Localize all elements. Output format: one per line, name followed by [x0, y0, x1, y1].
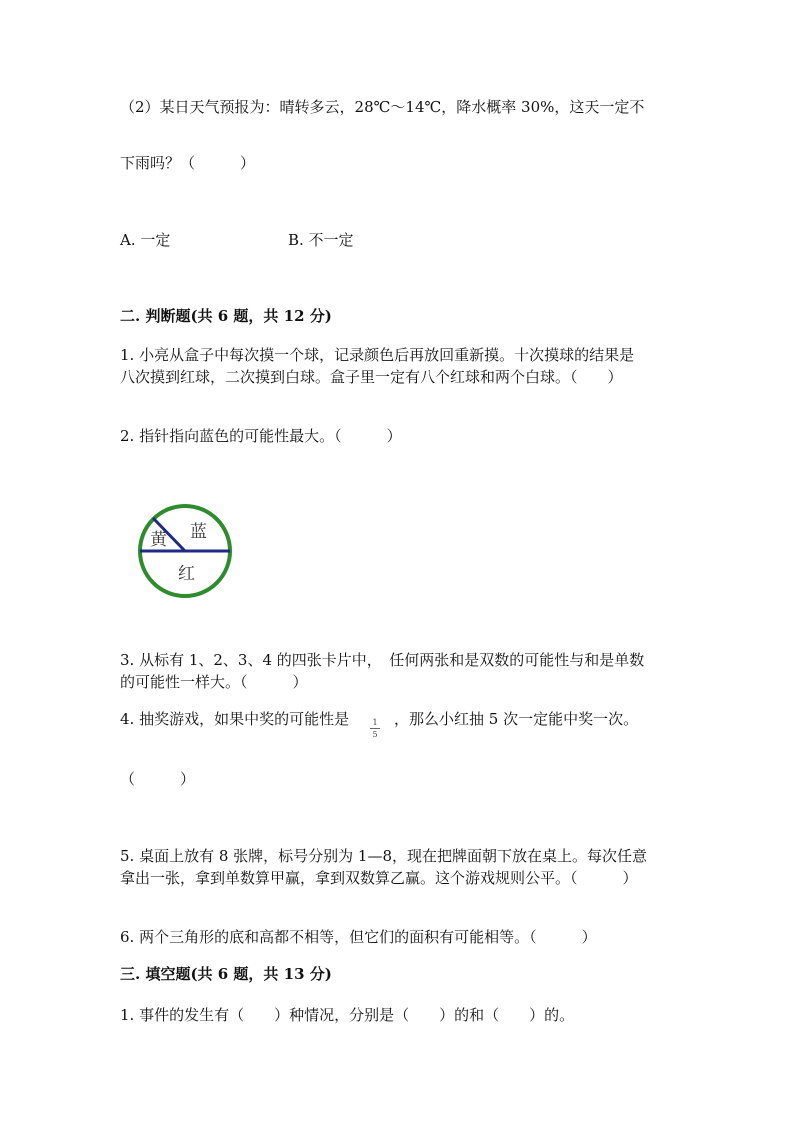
tf-question-1-line-1: 1. 小亮从盒子中每次摸一个球，记录颜色后再放回重新摸。十次摸球的结果是 — [120, 346, 635, 364]
tf-question-3-line-2: 的可能性一样大。（ ） — [120, 673, 308, 691]
tf-question-3-line-1: 3. 从标有 1、2、3、4 的四张卡片中， 任何两张和是双数的可能性与和是单数 — [120, 651, 645, 669]
tf-question-1-line-2: 八次摸到红球，二次摸到白球。盒子里一定有八个红球和两个白球。（ ） — [120, 368, 623, 386]
label-yellow: 黄 — [150, 530, 167, 550]
spinner-diagram — [130, 495, 240, 607]
fill-question-1: 1. 事件的发生有（ ）种情况，分别是（ ）的和（ ）的。 — [120, 1006, 575, 1024]
tf-question-5-line-2: 拿出一张，拿到单数算甲赢，拿到双数算乙赢。这个游戏规则公平。（ ） — [120, 869, 638, 887]
section-heading-true-false: 二. 判断题(共 6 题，共 12 分) — [120, 307, 332, 325]
tf-question-5-line-1: 5. 桌面上放有 8 张牌，标号分别为 1—8，现在把牌面朝下放在桌上。每次任意 — [120, 847, 648, 865]
label-red: 红 — [178, 564, 195, 584]
tf-question-4-answer-paren: （ ） — [120, 770, 196, 788]
section-heading-fill-in: 三. 填空题(共 6 题，共 13 分) — [120, 965, 332, 983]
tf-question-2: 2. 指针指向蓝色的可能性最大。（ ） — [120, 427, 402, 445]
question-text-line-1: （2）某日天气预报为：晴转多云，28℃～14℃，降水概率 30%，这天一定不 — [120, 98, 645, 116]
tf-question-6: 6. 两个三角形的底和高都不相等，但它们的面积有可能相等。（ ） — [120, 928, 597, 946]
tf-question-4-text: 4. 抽奖游戏，如果中奖的可能性是 — [120, 710, 350, 728]
question-text-line-2: 下雨吗？（ ） — [120, 154, 256, 172]
fraction-denominator: 5 — [372, 730, 378, 739]
label-blue: 蓝 — [190, 522, 207, 542]
option-b[interactable]: B. 不一定 — [288, 231, 354, 249]
option-a[interactable]: A. 一定 — [120, 231, 171, 249]
fraction-numerator: 1 — [372, 718, 378, 727]
tf-question-4-text-continued: ，那么小红抽 5 次一定能中奖一次。 — [394, 710, 639, 728]
fraction-one-fifth — [368, 718, 382, 739]
